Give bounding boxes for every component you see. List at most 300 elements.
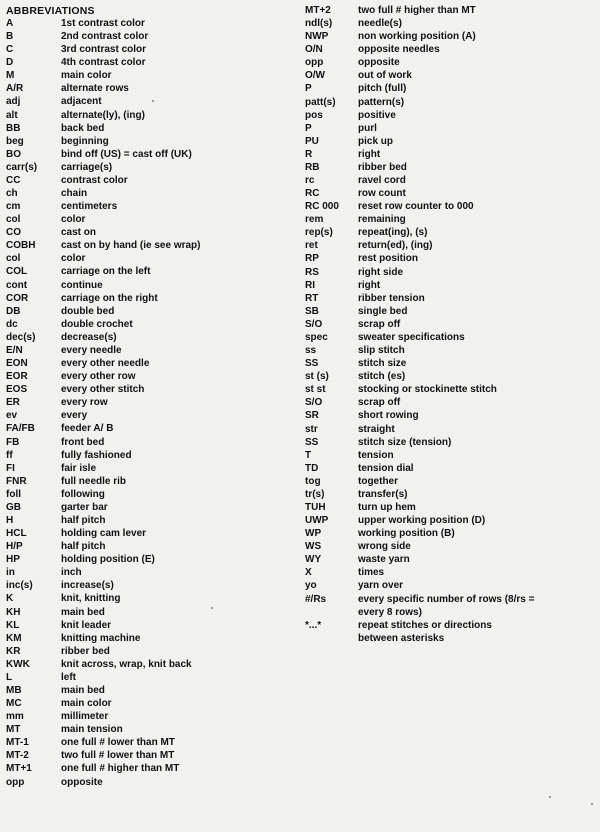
abbreviation-definition: ravel cord [358,175,406,187]
abbreviation-term: carr(s) [6,161,38,173]
abbreviation-row [305,161,534,174]
abbreviation-definition: ribber bed [358,161,407,173]
abbreviation-row [6,658,200,671]
abbreviation-term: str [305,423,318,435]
abbreviation-row [305,396,534,409]
abbreviation-term: dc [6,318,18,330]
abbreviation-row [6,396,200,409]
abbreviation-row [305,69,534,82]
abbreviation-row [6,383,200,396]
abbreviation-row [305,357,534,370]
abbreviation-row [6,161,200,174]
abbreviation-row [6,135,200,148]
abbreviation-term: MC [6,698,22,710]
abbreviation-term: SR [305,410,319,422]
abbreviation-row [305,305,534,318]
abbreviation-row [305,96,534,109]
abbreviation-term: SB [305,305,319,317]
abbreviation-term: BB [6,122,21,134]
abbreviation-term: K [6,593,14,605]
abbreviation-row [6,357,200,370]
abbreviation-row [6,579,200,592]
abbreviation-term: inc(s) [6,580,33,592]
abbreviation-term: RT [305,292,319,304]
abbreviation-row [305,4,534,17]
abbreviation-term: L [6,671,13,683]
abbreviation-row [305,593,534,606]
abbreviation-term: WP [305,528,322,540]
abbreviation-row [6,632,200,645]
abbreviation-term: FB [6,436,20,448]
abbreviation-row [6,422,200,435]
abbreviation-definition: stitch size [358,358,407,370]
abbreviation-row [6,488,200,501]
abbreviation-term: RI [305,279,315,291]
abbreviation-row [305,148,534,161]
abbreviation-term: TD [305,462,319,474]
abbreviation-term: rc [305,175,315,187]
abbreviation-term: TUH [305,501,326,513]
scan-speck [549,796,551,798]
abbreviation-row [305,43,534,56]
abbreviation-definition: main color [61,698,112,710]
abbreviation-definition: holding position (E) [61,554,155,566]
abbreviation-definition: full needle rib [61,475,127,487]
abbreviation-row [6,462,200,475]
abbreviation-definition: right side [358,266,404,278]
abbreviation-definition: every 8 rows) [358,606,422,618]
abbreviation-definition: contrast color [61,174,128,186]
abbreviation-definition: half pitch [61,541,106,553]
abbreviation-row [6,43,200,56]
abbreviation-definition: stocking or stockinette stitch [358,384,497,396]
abbreviation-row [6,540,200,553]
abbreviation-term: MT-1 [6,737,29,749]
abbreviation-definition: color [61,214,86,226]
abbreviation-term: RP [305,253,319,265]
abbreviation-row [305,462,534,475]
abbreviation-row [6,566,200,579]
abbreviation-row [305,252,534,265]
abbreviation-definition: continue [61,279,103,291]
abbreviation-definition: rest position [358,253,419,265]
abbreviation-definition: upper working position (D) [358,515,486,527]
abbreviation-row [6,318,200,331]
abbreviation-term: A [6,18,14,29]
abbreviation-term: RS [305,266,319,278]
abbreviation-row [305,135,534,148]
abbreviation-row [305,566,534,579]
abbreviation-definition: remaining [358,214,406,226]
abbreviation-term: EOR [6,371,28,383]
abbreviation-term: EOS [6,384,28,396]
abbreviation-definition: reset row counter to 000 [358,201,474,213]
abbreviation-term: A/R [6,83,24,95]
abbreviation-definition: opposite needles [358,44,440,56]
abbreviation-row [6,226,200,239]
abbreviation-definition: alternate(ly), (ing) [61,109,145,121]
abbreviation-row [6,30,200,43]
abbreviation-row [305,213,534,226]
abbreviation-row [305,423,534,436]
abbreviation-definition: two full # higher than MT [358,5,476,16]
abbreviation-term: MT [6,724,21,736]
abbreviation-definition: carriage on the right [61,292,158,304]
abbreviation-term: dec(s) [6,331,36,343]
abbreviation-row [6,82,200,95]
abbreviation-definition: right [358,279,381,291]
abbreviation-term: in [6,567,15,579]
abbreviation-row [305,122,534,135]
abbreviation-term: B [6,31,14,43]
abbreviation-row [6,736,200,749]
abbreviation-definition: yarn over [358,580,404,592]
abbreviation-definition: knit across, wrap, knit back [61,658,192,670]
abbreviation-row [305,239,534,252]
abbreviation-definition: tension dial [358,462,414,474]
abbreviation-term: E/N [6,344,23,356]
abbreviation-definition: main bed [61,684,105,696]
abbreviation-row [6,305,200,318]
abbreviation-row [6,17,200,30]
abbreviation-definition: double bed [61,305,115,317]
abbreviation-definition: pitch (full) [358,83,407,95]
scan-speck [211,607,213,609]
abbreviation-row [6,148,200,161]
abbreviation-term: opp [305,57,324,69]
abbreviation-definition: bind off (US) = cast off (UK) [61,148,192,160]
abbreviation-row [305,17,534,30]
abbreviation-definition: color [61,253,86,265]
abbreviation-definition: wrong side [358,541,411,553]
abbreviation-definition: fair isle [61,462,97,474]
abbreviation-term: X [305,567,312,579]
abbreviation-term: adj [6,96,21,108]
abbreviation-term: tr(s) [305,488,325,500]
abbreviation-term: O/N [305,44,323,56]
abbreviation-term: st st [305,384,326,396]
abbreviation-row [305,579,534,592]
abbreviation-term: cm [6,201,21,213]
abbreviation-term: KWK [6,658,30,670]
abbreviation-row [6,592,200,605]
abbreviation-definition: back bed [61,122,105,134]
abbreviation-definition: fully fashioned [61,449,132,461]
abbreviation-term: SS [305,358,319,370]
abbreviation-definition: every [61,410,88,422]
abbreviation-term: col [6,253,21,265]
abbreviation-term: DB [6,305,21,317]
abbreviation-row [6,475,200,488]
abbreviation-definition: return(ed), (ing) [358,240,433,252]
abbreviation-definition: main tension [61,724,123,736]
abbreviation-row [305,514,534,527]
abbreviation-definition: following [61,488,105,500]
abbreviation-definition: half pitch [61,514,106,526]
abbreviation-definition: one full # lower than MT [61,737,175,749]
abbreviation-definition: tension [358,449,394,461]
abbreviation-term: HP [6,554,20,566]
abbreviation-term: patt(s) [305,96,336,108]
abbreviation-definition: knit leader [61,619,112,631]
abbreviation-row [6,265,200,278]
abbreviation-term: opp [6,776,25,788]
page-title: ABBREVIATIONS [6,5,95,17]
abbreviation-row [305,82,534,95]
abbreviation-definition: alternate rows [61,83,129,95]
abbreviation-definition: cast on by hand (ie see wrap) [61,240,201,252]
abbreviation-row [305,475,534,488]
abbreviation-term: D [6,57,14,69]
abbreviation-row [6,645,200,658]
abbreviation-row [6,200,200,213]
abbreviation-term: BO [6,148,21,160]
abbreviation-definition: main bed [61,606,105,618]
abbreviation-row [6,109,200,122]
abbreviation-term: MB [6,684,22,696]
abbreviation-definition: short rowing [358,410,419,422]
abbreviation-row [305,540,534,553]
abbreviation-definition: sweater specifications [358,331,465,343]
abbreviation-term: yo [305,580,317,592]
abbreviation-row [305,187,534,200]
abbreviation-definition: repeat stitches or directions [358,619,492,631]
abbreviation-definition: one full # higher than MT [61,763,180,775]
abbreviation-definition: 2nd contrast color [61,31,149,43]
abbreviation-row [6,370,200,383]
abbreviation-definition: working position (B) [358,528,455,540]
abbreviation-term: COBH [6,240,36,252]
abbreviation-row [6,69,200,82]
abbreviation-row [6,292,200,305]
abbreviation-row [6,174,200,187]
abbreviation-definition: every needle [61,344,122,356]
abbreviation-row [6,671,200,684]
abbreviation-term: KM [6,632,22,644]
abbreviation-term: RC [305,188,320,200]
abbreviation-term: RC 000 [305,201,339,213]
left-abbreviation-column [6,17,200,789]
abbreviation-definition: single bed [358,305,408,317]
abbreviation-row [6,409,200,422]
abbreviation-definition: repeat(ing), (s) [358,227,428,239]
abbreviation-row [6,619,200,632]
abbreviation-definition: stitch (es) [358,371,406,383]
abbreviation-term: T [305,449,312,461]
abbreviation-definition: between asterisks [358,632,445,644]
abbreviation-definition: together [358,475,398,487]
abbreviation-definition: cast on [61,227,97,239]
abbreviation-term: ER [6,397,20,409]
abbreviation-term: H/P [6,541,23,553]
abbreviation-definition: every other needle [61,358,150,370]
abbreviation-row [305,344,534,357]
abbreviation-term: M [6,70,15,82]
abbreviation-definition: millimeter [61,711,109,723]
abbreviation-row [6,710,200,723]
abbreviation-term: ret [305,240,318,252]
abbreviation-term: UWP [305,515,329,527]
abbreviation-row [305,409,534,422]
abbreviation-row [6,252,200,265]
abbreviation-definition: feeder A/ B [61,423,114,435]
abbreviation-definition: every row [61,397,108,409]
abbreviation-term: *...* [305,619,322,631]
abbreviation-row [6,122,200,135]
abbreviation-row [6,723,200,736]
abbreviation-term: mm [6,711,24,723]
abbreviation-term: KL [6,619,20,631]
abbreviation-definition: scrap off [358,318,401,330]
abbreviation-row [6,436,200,449]
abbreviation-definition: main color [61,70,112,82]
abbreviation-term: ch [6,188,18,200]
abbreviation-definition: decrease(s) [61,331,117,343]
abbreviation-row [6,56,200,69]
abbreviation-definition: front bed [61,436,105,448]
scan-speck [591,803,593,805]
abbreviation-term: GB [6,501,21,513]
abbreviation-term: KR [6,645,21,657]
abbreviation-definition: garter bar [61,501,108,513]
abbreviation-definition: positive [358,109,396,121]
abbreviation-row [6,449,200,462]
abbreviation-definition: increase(s) [61,580,114,592]
abbreviation-definition: 3rd contrast color [61,44,147,56]
abbreviation-row [6,749,200,762]
abbreviation-term: ndl(s) [305,18,333,30]
abbreviation-term: rem [305,214,324,226]
abbreviation-term: FI [6,462,15,474]
abbreviation-term: KH [6,606,21,618]
abbreviation-term [305,606,358,619]
abbreviation-term: P [305,83,312,95]
abbreviation-definition: straight [358,423,395,435]
abbreviation-row [305,292,534,305]
scan-speck [152,100,154,102]
abbreviation-term: S/O [305,397,323,409]
abbreviation-term: COR [6,292,29,304]
abbreviation-definition: two full # lower than MT [61,750,175,762]
abbreviation-definition: carriage on the left [61,266,151,278]
abbreviation-definition: transfer(s) [358,488,408,500]
abbreviation-term: st (s) [305,371,329,383]
abbreviation-definition: opposite [61,776,103,788]
abbreviation-row [305,200,534,213]
abbreviation-row [6,762,200,775]
abbreviation-row [6,239,200,252]
abbreviation-definition: carriage(s) [61,161,113,173]
abbreviation-row [305,226,534,239]
abbreviation-row [305,30,534,43]
abbreviation-term: C [6,44,14,56]
abbreviation-term: EON [6,358,28,370]
abbreviation-definition: ribber bed [61,645,110,657]
abbreviation-definition: row count [358,188,406,200]
abbreviation-definition: pattern(s) [358,96,405,108]
abbreviation-definition: 4th contrast color [61,57,146,69]
abbreviation-term: WS [305,541,322,553]
abbreviation-term: WY [305,554,322,566]
abbreviation-row [305,383,534,396]
abbreviation-definition: purl [358,122,377,134]
abbreviation-definition: slip stitch [358,345,405,357]
abbreviation-definition: 1st contrast color [61,18,145,29]
abbreviation-definition: pick up [358,135,394,147]
abbreviation-row [305,501,534,514]
abbreviation-term: CO [6,227,21,239]
abbreviation-row [305,449,534,462]
abbreviation-definition: chain [61,188,88,200]
abbreviation-row [305,279,534,292]
abbreviation-row [6,331,200,344]
abbreviation-row [6,553,200,566]
abbreviation-definition: double crochet [61,318,133,330]
abbreviation-definition: scrap off [358,397,401,409]
abbreviation-definition: needle(s) [358,18,402,30]
abbreviation-term: cont [6,279,28,291]
abbreviation-row [6,279,200,292]
abbreviation-row [6,514,200,527]
abbreviation-row [6,527,200,540]
abbreviation-definition: beginning [61,135,109,147]
abbreviation-row [305,632,534,645]
abbreviation-term: alt [6,109,18,121]
abbreviation-definition: every other stitch [61,384,145,396]
abbreviation-term: col [6,214,21,226]
abbreviation-term: O/W [305,70,325,82]
abbreviation-definition: waste yarn [358,554,410,566]
abbreviation-row [6,187,200,200]
abbreviation-definition: times [358,567,385,579]
abbreviation-term: R [305,148,313,160]
abbreviation-term: CC [6,174,21,186]
abbreviation-term: rep(s) [305,227,333,239]
abbreviation-row [305,331,534,344]
abbreviation-definition: out of work [358,70,412,82]
abbreviation-definition: right [358,148,381,160]
abbreviation-row [6,95,200,108]
abbreviation-term: SS [305,436,319,448]
abbreviation-term: FNR [6,475,27,487]
abbreviation-definition: opposite [358,57,400,69]
abbreviation-definition: every other row [61,371,136,383]
abbreviation-definition: stitch size (tension) [358,436,452,448]
abbreviation-definition: knitting machine [61,632,141,644]
abbreviation-row [305,56,534,69]
abbreviation-term: ev [6,410,18,422]
abbreviation-term: MT-2 [6,750,29,762]
abbreviation-term: ff [6,449,13,461]
abbreviation-row [6,344,200,357]
abbreviation-term: ss [305,345,317,357]
abbreviation-row [305,488,534,501]
abbreviation-definition: holding cam lever [61,528,147,540]
abbreviation-definition: non working position (A) [358,31,476,43]
abbreviation-term: HCL [6,528,27,540]
abbreviation-row [6,684,200,697]
abbreviation-definition: every specific number of rows (8/rs = [358,593,535,605]
abbreviation-row [305,370,534,383]
abbreviation-row [305,318,534,331]
abbreviation-row [6,606,200,619]
abbreviation-term: H [6,514,14,526]
right-abbreviation-column [305,4,534,645]
abbreviation-term: tog [305,475,321,487]
abbreviation-row [305,266,534,279]
abbreviation-term: NWP [305,31,329,43]
abbreviation-term: #/Rs [305,593,327,605]
